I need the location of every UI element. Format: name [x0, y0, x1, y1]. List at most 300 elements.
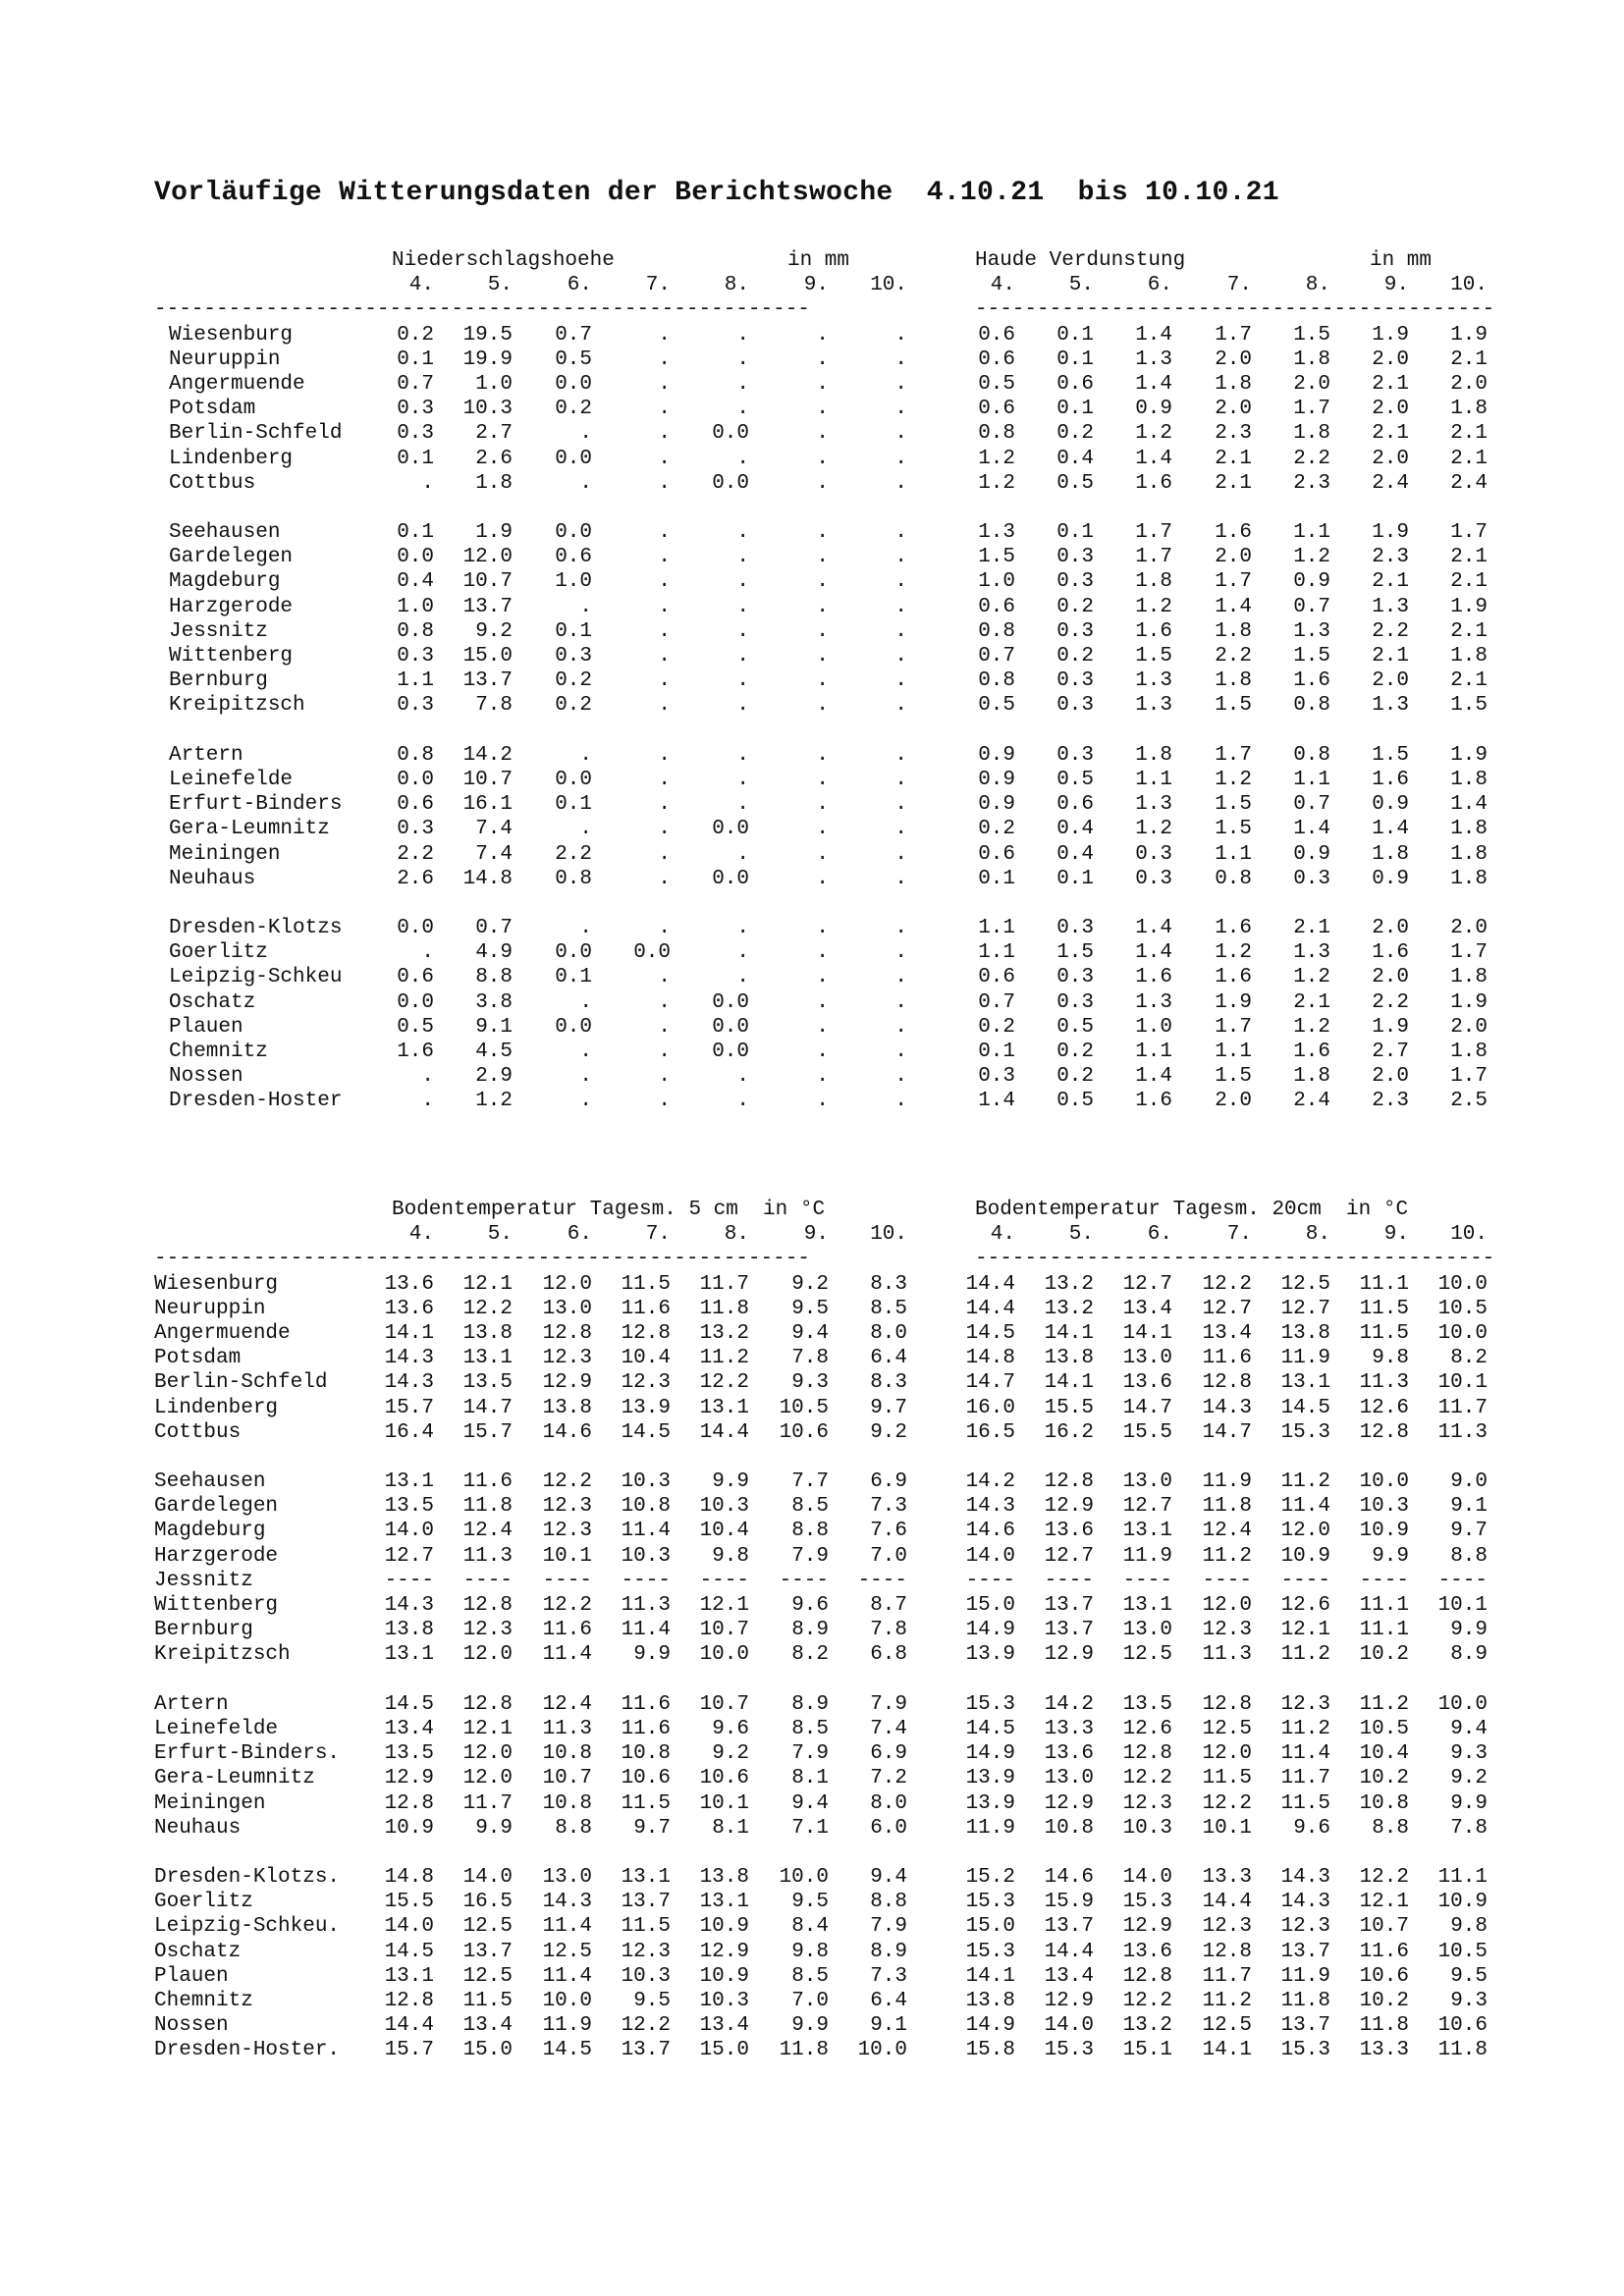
value-cell: 0.6	[978, 966, 1015, 989]
header-row	[0, 248, 1624, 273]
value-cell: 8.8	[870, 1891, 907, 1914]
value-cell: 11.2	[1280, 1643, 1330, 1667]
value-cell: 11.3	[1359, 1371, 1409, 1395]
value-cell: 15.0	[965, 1915, 1015, 1939]
value-cell: 1.4	[1450, 793, 1488, 817]
value-cell: 2.9	[475, 1065, 513, 1089]
right-rule: ------------------------------------------	[975, 298, 1495, 322]
value-cell: 2.1	[1372, 570, 1409, 594]
value-cell: 1.1	[978, 941, 1015, 965]
value-cell: 1.5	[1450, 694, 1488, 718]
value-cell: 9.7	[1450, 1520, 1488, 1543]
value-cell: 11.7	[699, 1272, 749, 1296]
station-row	[0, 421, 1624, 446]
value-cell: 1.5	[1215, 1065, 1252, 1089]
value-cell: 9.5	[633, 1990, 671, 2012]
day-label: 8.	[724, 274, 749, 297]
value-cell: 13.3	[1202, 1866, 1252, 1890]
value-cell: 12.1	[1359, 1891, 1409, 1914]
value-cell: 9.6	[712, 1717, 749, 1740]
value-cell: .	[658, 990, 671, 1014]
value-cell: 7.4	[870, 1717, 907, 1740]
value-cell: 1.7	[1293, 398, 1330, 421]
value-cell: 9.1	[1450, 1495, 1488, 1519]
value-cell: 0.3	[397, 818, 434, 841]
value-cell: 16.1	[462, 793, 513, 817]
value-cell: 12.3	[462, 1619, 513, 1642]
value-cell: .	[816, 447, 829, 470]
value-cell: 1.6	[1372, 768, 1409, 791]
value-cell: ----	[1122, 1569, 1172, 1592]
value-cell: .	[894, 1090, 907, 1113]
value-cell: 1.5	[1215, 793, 1252, 817]
value-cell: 1.7	[1215, 570, 1252, 594]
value-cell: 0.9	[1135, 398, 1172, 421]
day-label: 6.	[1147, 1223, 1172, 1247]
value-cell: 0.5	[978, 372, 1015, 396]
value-cell: 11.8	[1202, 1495, 1252, 1519]
value-cell: 0.9	[978, 743, 1015, 767]
value-cell: 9.6	[1293, 1816, 1330, 1840]
day-header-row	[0, 273, 1624, 297]
station-row	[0, 768, 1624, 792]
value-cell: 9.3	[1450, 1742, 1488, 1766]
value-cell: 7.4	[475, 842, 513, 866]
value-cell: 10.3	[621, 1470, 671, 1494]
value-cell: 14.4	[384, 2014, 434, 2038]
value-cell: 11.4	[1280, 1742, 1330, 1766]
station-name: Gera-Leumnitz	[169, 818, 330, 841]
value-cell: 2.3	[1372, 1090, 1409, 1113]
value-cell: .	[658, 966, 671, 989]
value-cell: .	[816, 570, 829, 594]
value-cell: 11.8	[1437, 2039, 1488, 2062]
value-cell: .	[736, 669, 749, 693]
value-cell: 6.4	[870, 1347, 907, 1370]
value-cell: .	[658, 768, 671, 791]
header-row	[0, 1198, 1624, 1222]
value-cell: .	[658, 743, 671, 767]
station-row	[0, 1297, 1624, 1321]
value-cell: 2.7	[1372, 1041, 1409, 1063]
value-cell: .	[894, 570, 907, 594]
value-cell: 7.2	[870, 1767, 907, 1790]
left-section-title: Niederschlagshoehe	[392, 249, 615, 272]
value-cell: 13.0	[1122, 1347, 1172, 1370]
day-label: 9.	[803, 274, 829, 297]
value-cell: 10.5	[779, 1396, 829, 1419]
value-cell: 11.6	[542, 1619, 592, 1642]
value-cell: 14.2	[965, 1470, 1015, 1494]
value-cell: 15.3	[965, 1692, 1015, 1716]
value-cell: 12.8	[462, 1594, 513, 1617]
value-cell: .	[579, 917, 592, 940]
station-row	[0, 940, 1624, 965]
value-cell: 11.7	[1280, 1767, 1330, 1790]
value-cell: 2.1	[1293, 990, 1330, 1014]
value-cell: 1.9	[475, 521, 513, 545]
station-row	[0, 397, 1624, 421]
value-cell: 14.7	[965, 1371, 1015, 1395]
value-cell: 13.8	[965, 1990, 1015, 2012]
value-cell: 15.3	[965, 1940, 1015, 1963]
value-cell: 1.5	[1372, 743, 1409, 767]
value-cell: 14.1	[965, 1964, 1015, 1988]
value-cell: 14.5	[621, 1420, 671, 1444]
value-cell: 10.3	[699, 1495, 749, 1519]
value-cell: 12.0	[462, 1643, 513, 1667]
value-cell: 13.8	[1280, 1321, 1330, 1345]
value-cell: 14.0	[462, 1866, 513, 1890]
value-cell: 15.9	[1044, 1891, 1094, 1914]
station-name: Nossen	[169, 1065, 244, 1089]
value-cell: 0.7	[555, 323, 592, 347]
value-cell: .	[894, 768, 907, 791]
value-cell: 1.3	[1372, 694, 1409, 718]
value-cell: .	[816, 595, 829, 618]
value-cell: .	[894, 1065, 907, 1089]
value-cell: 7.0	[791, 1990, 829, 2012]
value-cell: 10.2	[1359, 1643, 1409, 1667]
value-cell: .	[894, 793, 907, 817]
station-name: Bernburg	[154, 1619, 253, 1642]
value-cell: 0.9	[1372, 867, 1409, 890]
value-cell: .	[894, 694, 907, 718]
group-spacer	[0, 1668, 1624, 1692]
station-name: Leipzig-Schkeu.	[154, 1915, 341, 1939]
value-cell: 7.8	[475, 694, 513, 718]
value-cell: .	[816, 398, 829, 421]
value-cell: 11.6	[621, 1692, 671, 1716]
value-cell: .	[658, 372, 671, 396]
value-cell: 2.0	[1372, 447, 1409, 470]
value-cell: 14.7	[462, 1396, 513, 1419]
value-cell: 12.9	[1044, 1643, 1094, 1667]
value-cell: 10.3	[1359, 1495, 1409, 1519]
value-cell: 13.2	[1122, 2014, 1172, 2038]
value-cell: 0.8	[978, 669, 1015, 693]
value-cell: .	[421, 471, 434, 495]
station-name: Leinefelde	[169, 768, 294, 791]
station-name: Harzgerode	[154, 1544, 279, 1568]
value-cell: 1.3	[1135, 793, 1172, 817]
value-cell: 15.8	[965, 2039, 1015, 2062]
value-cell: 13.4	[1202, 1321, 1252, 1345]
value-cell: 12.3	[621, 1940, 671, 1963]
value-cell: .	[658, 1065, 671, 1089]
value-cell: 10.8	[621, 1495, 671, 1519]
value-cell: 13.9	[621, 1396, 671, 1419]
day-label: 4.	[408, 1223, 434, 1247]
value-cell: 12.9	[1122, 1915, 1172, 1939]
value-cell: 1.5	[1293, 323, 1330, 347]
value-cell: 13.2	[699, 1321, 749, 1345]
value-cell: 6.0	[870, 1816, 907, 1840]
value-cell: 15.0	[462, 645, 513, 667]
station-row	[0, 372, 1624, 397]
value-cell: 13.7	[1044, 1619, 1094, 1642]
value-cell: 1.3	[1135, 694, 1172, 718]
value-cell: 1.7	[1135, 546, 1172, 569]
station-row	[0, 668, 1624, 693]
value-cell: 6.9	[870, 1742, 907, 1766]
station-row	[0, 1593, 1624, 1618]
value-cell: 9.7	[633, 1816, 671, 1840]
value-cell: .	[816, 768, 829, 791]
value-cell: 2.0	[1450, 372, 1488, 396]
day-label: 7.	[1226, 274, 1252, 297]
value-cell: 12.2	[1359, 1866, 1409, 1890]
page-title: Vorläufige Witterungsdaten der Berichtswoche 4.10.21 bis 10.10.21	[154, 178, 1279, 208]
value-cell: 10.9	[384, 1816, 434, 1840]
station-row	[0, 1272, 1624, 1297]
value-cell: 2.1	[1372, 645, 1409, 667]
value-cell: 11.2	[1280, 1470, 1330, 1494]
station-name: Neuhaus	[169, 867, 256, 890]
value-cell: .	[579, 1041, 592, 1063]
value-cell: 11.1	[1359, 1594, 1409, 1617]
value-cell: 1.8	[1450, 1041, 1488, 1063]
value-cell: 1.1	[1135, 768, 1172, 791]
value-cell: 1.6	[1135, 619, 1172, 643]
value-cell: 12.2	[1122, 1767, 1172, 1790]
value-cell: 1.9	[1372, 323, 1409, 347]
value-cell: 11.3	[621, 1594, 671, 1617]
value-cell: 0.6	[978, 595, 1015, 618]
value-cell: 0.8	[397, 619, 434, 643]
value-cell: .	[658, 323, 671, 347]
value-cell: 0.1	[555, 793, 592, 817]
value-cell: 14.1	[1044, 1371, 1094, 1395]
day-label: 10.	[870, 1223, 907, 1247]
value-cell: 16.2	[1044, 1420, 1094, 1444]
value-cell: 1.6	[1293, 669, 1330, 693]
value-cell: 0.0	[555, 1015, 592, 1039]
value-cell: 1.8	[1293, 422, 1330, 446]
value-cell: 8.8	[1450, 1544, 1488, 1568]
value-cell: 12.2	[1202, 1272, 1252, 1296]
station-name: Magdeburg	[169, 570, 281, 594]
value-cell: 13.4	[462, 2014, 513, 2038]
value-cell: 14.1	[384, 1321, 434, 1345]
value-cell: 12.5	[542, 1940, 592, 1963]
value-cell: 2.2	[555, 842, 592, 866]
value-cell: 12.6	[1122, 1717, 1172, 1740]
value-cell: ----	[1202, 1569, 1252, 1592]
value-cell: .	[658, 694, 671, 718]
day-label: 9.	[1383, 274, 1409, 297]
station-name: Oschatz	[154, 1940, 242, 1963]
value-cell: 1.1	[1135, 1041, 1172, 1063]
value-cell: .	[816, 694, 829, 718]
value-cell: 1.2	[978, 447, 1015, 470]
value-cell: 0.2	[1056, 1065, 1094, 1089]
value-cell: 13.1	[384, 1643, 434, 1667]
value-cell: 1.9	[1372, 1015, 1409, 1039]
value-cell: 11.9	[1280, 1347, 1330, 1370]
value-cell: 2.1	[1450, 347, 1488, 371]
value-cell: .	[579, 422, 592, 446]
station-row	[0, 842, 1624, 867]
value-cell: 8.8	[1372, 1816, 1409, 1840]
value-cell: 0.3	[978, 1065, 1015, 1089]
value-cell: 12.2	[1202, 1791, 1252, 1815]
value-cell: 8.9	[791, 1692, 829, 1716]
value-cell: .	[658, 521, 671, 545]
value-cell: 0.3	[1056, 694, 1094, 718]
value-cell: .	[658, 842, 671, 866]
value-cell: 1.3	[1293, 941, 1330, 965]
value-cell: 15.3	[1122, 1891, 1172, 1914]
value-cell: 10.3	[699, 1990, 749, 2012]
value-cell: 1.8	[1450, 842, 1488, 866]
value-cell: 12.9	[1044, 1791, 1094, 1815]
value-cell: 3.8	[475, 990, 513, 1014]
value-cell: 14.9	[965, 1742, 1015, 1766]
value-cell: 1.4	[1135, 447, 1172, 470]
value-cell: 2.1	[1372, 372, 1409, 396]
value-cell: 2.0	[1215, 1090, 1252, 1113]
value-cell: 8.9	[791, 1619, 829, 1642]
station-name: Angermuende	[154, 1321, 291, 1345]
value-cell: 1.8	[1293, 1065, 1330, 1089]
value-cell: 14.0	[965, 1544, 1015, 1568]
value-cell: 10.0	[1437, 1272, 1488, 1296]
value-cell: 13.3	[1359, 2039, 1409, 2062]
value-cell: 9.9	[791, 2014, 829, 2038]
value-cell: 0.3	[555, 645, 592, 667]
value-cell: 11.3	[462, 1544, 513, 1568]
value-cell: 1.5	[978, 546, 1015, 569]
day-label: 8.	[1305, 274, 1330, 297]
station-name: Seehausen	[154, 1470, 266, 1494]
value-cell: 0.2	[1056, 645, 1094, 667]
value-cell: 12.8	[462, 1692, 513, 1716]
station-name: Goerlitz	[154, 1891, 253, 1914]
value-cell: 13.0	[1044, 1767, 1094, 1790]
value-cell: 0.4	[1056, 447, 1094, 470]
value-cell: .	[816, 619, 829, 643]
value-cell: 2.0	[1372, 917, 1409, 940]
value-cell: 11.9	[1202, 1470, 1252, 1494]
left-section-title: Bodentemperatur Tagesm. 5 cm in °C	[392, 1199, 826, 1221]
station-row	[0, 1569, 1624, 1593]
value-cell: .	[816, 743, 829, 767]
value-cell: 0.5	[555, 347, 592, 371]
value-cell: .	[421, 941, 434, 965]
value-cell: ----	[1359, 1569, 1409, 1592]
value-cell: .	[736, 398, 749, 421]
value-cell: 0.6	[978, 398, 1015, 421]
value-cell: 0.5	[397, 1015, 434, 1039]
value-cell: .	[894, 917, 907, 940]
value-cell: 12.3	[621, 1371, 671, 1395]
value-cell: 13.4	[384, 1717, 434, 1740]
value-cell: 0.2	[555, 398, 592, 421]
value-cell: 1.2	[1135, 818, 1172, 841]
station-row	[0, 1089, 1624, 1113]
value-cell: 12.1	[462, 1717, 513, 1740]
precipitation-evaporation-table	[0, 248, 1624, 1114]
value-cell: 7.9	[791, 1742, 829, 1766]
value-cell: 12.0	[542, 1272, 592, 1296]
value-cell: 12.3	[1202, 1915, 1252, 1939]
value-cell: 0.8	[1215, 867, 1252, 890]
value-cell: 10.8	[542, 1791, 592, 1815]
value-cell: 11.9	[1122, 1544, 1172, 1568]
value-cell: 14.3	[384, 1594, 434, 1617]
value-cell: .	[894, 1041, 907, 1063]
value-cell: 0.0	[712, 1041, 749, 1063]
station-row	[0, 867, 1624, 891]
value-cell: .	[816, 842, 829, 866]
value-cell: 14.9	[965, 2014, 1015, 2038]
value-cell: 0.0	[712, 1015, 749, 1039]
value-cell: 1.7	[1215, 1015, 1252, 1039]
value-cell: 14.6	[1044, 1866, 1094, 1890]
group-spacer	[0, 1445, 1624, 1469]
value-cell: 1.3	[1135, 669, 1172, 693]
value-cell: 13.2	[1044, 1272, 1094, 1296]
value-cell: 15.3	[1280, 1420, 1330, 1444]
value-cell: 14.8	[965, 1347, 1015, 1370]
value-cell: .	[894, 323, 907, 347]
station-row	[0, 347, 1624, 372]
value-cell: 7.9	[870, 1915, 907, 1939]
station-name: Jessnitz	[169, 619, 268, 643]
value-cell: 13.6	[384, 1297, 434, 1320]
value-cell: 1.1	[1215, 1041, 1252, 1063]
value-cell: 10.4	[699, 1520, 749, 1543]
value-cell: 1.6	[1215, 966, 1252, 989]
right-section-title: Haude Verdunstung	[975, 249, 1186, 272]
value-cell: 0.3	[1056, 990, 1094, 1014]
day-label: 7.	[1226, 1223, 1252, 1247]
station-row	[0, 1890, 1624, 1914]
value-cell: 1.2	[475, 1090, 513, 1113]
value-cell: 14.0	[384, 1520, 434, 1543]
station-name: Jessnitz	[154, 1569, 253, 1592]
value-cell: 0.7	[1293, 793, 1330, 817]
value-cell: 8.7	[870, 1594, 907, 1617]
value-cell: 10.1	[542, 1544, 592, 1568]
value-cell: 0.6	[397, 793, 434, 817]
value-cell: 1.8	[1372, 842, 1409, 866]
value-cell: 15.5	[1122, 1420, 1172, 1444]
value-cell: .	[658, 447, 671, 470]
value-cell: 0.3	[1056, 743, 1094, 767]
value-cell: .	[658, 867, 671, 890]
value-cell: 14.5	[965, 1321, 1015, 1345]
value-cell: 12.7	[1122, 1272, 1172, 1296]
value-cell: 10.9	[1280, 1544, 1330, 1568]
value-cell: 11.4	[621, 1520, 671, 1543]
station-row	[0, 1741, 1624, 1766]
value-cell: 1.7	[1215, 323, 1252, 347]
right-section-unit: in mm	[1370, 249, 1433, 272]
day-label: 6.	[1147, 274, 1172, 297]
value-cell: ----	[699, 1569, 749, 1592]
left-section-unit: in mm	[787, 249, 850, 272]
value-cell: .	[579, 1065, 592, 1089]
value-cell: 9.3	[791, 1371, 829, 1395]
value-cell: 10.1	[1437, 1594, 1488, 1617]
station-row	[0, 2038, 1624, 2062]
value-cell: 0.3	[1056, 669, 1094, 693]
station-row	[0, 1064, 1624, 1089]
value-cell: 7.0	[870, 1544, 907, 1568]
value-cell: 0.6	[555, 546, 592, 569]
